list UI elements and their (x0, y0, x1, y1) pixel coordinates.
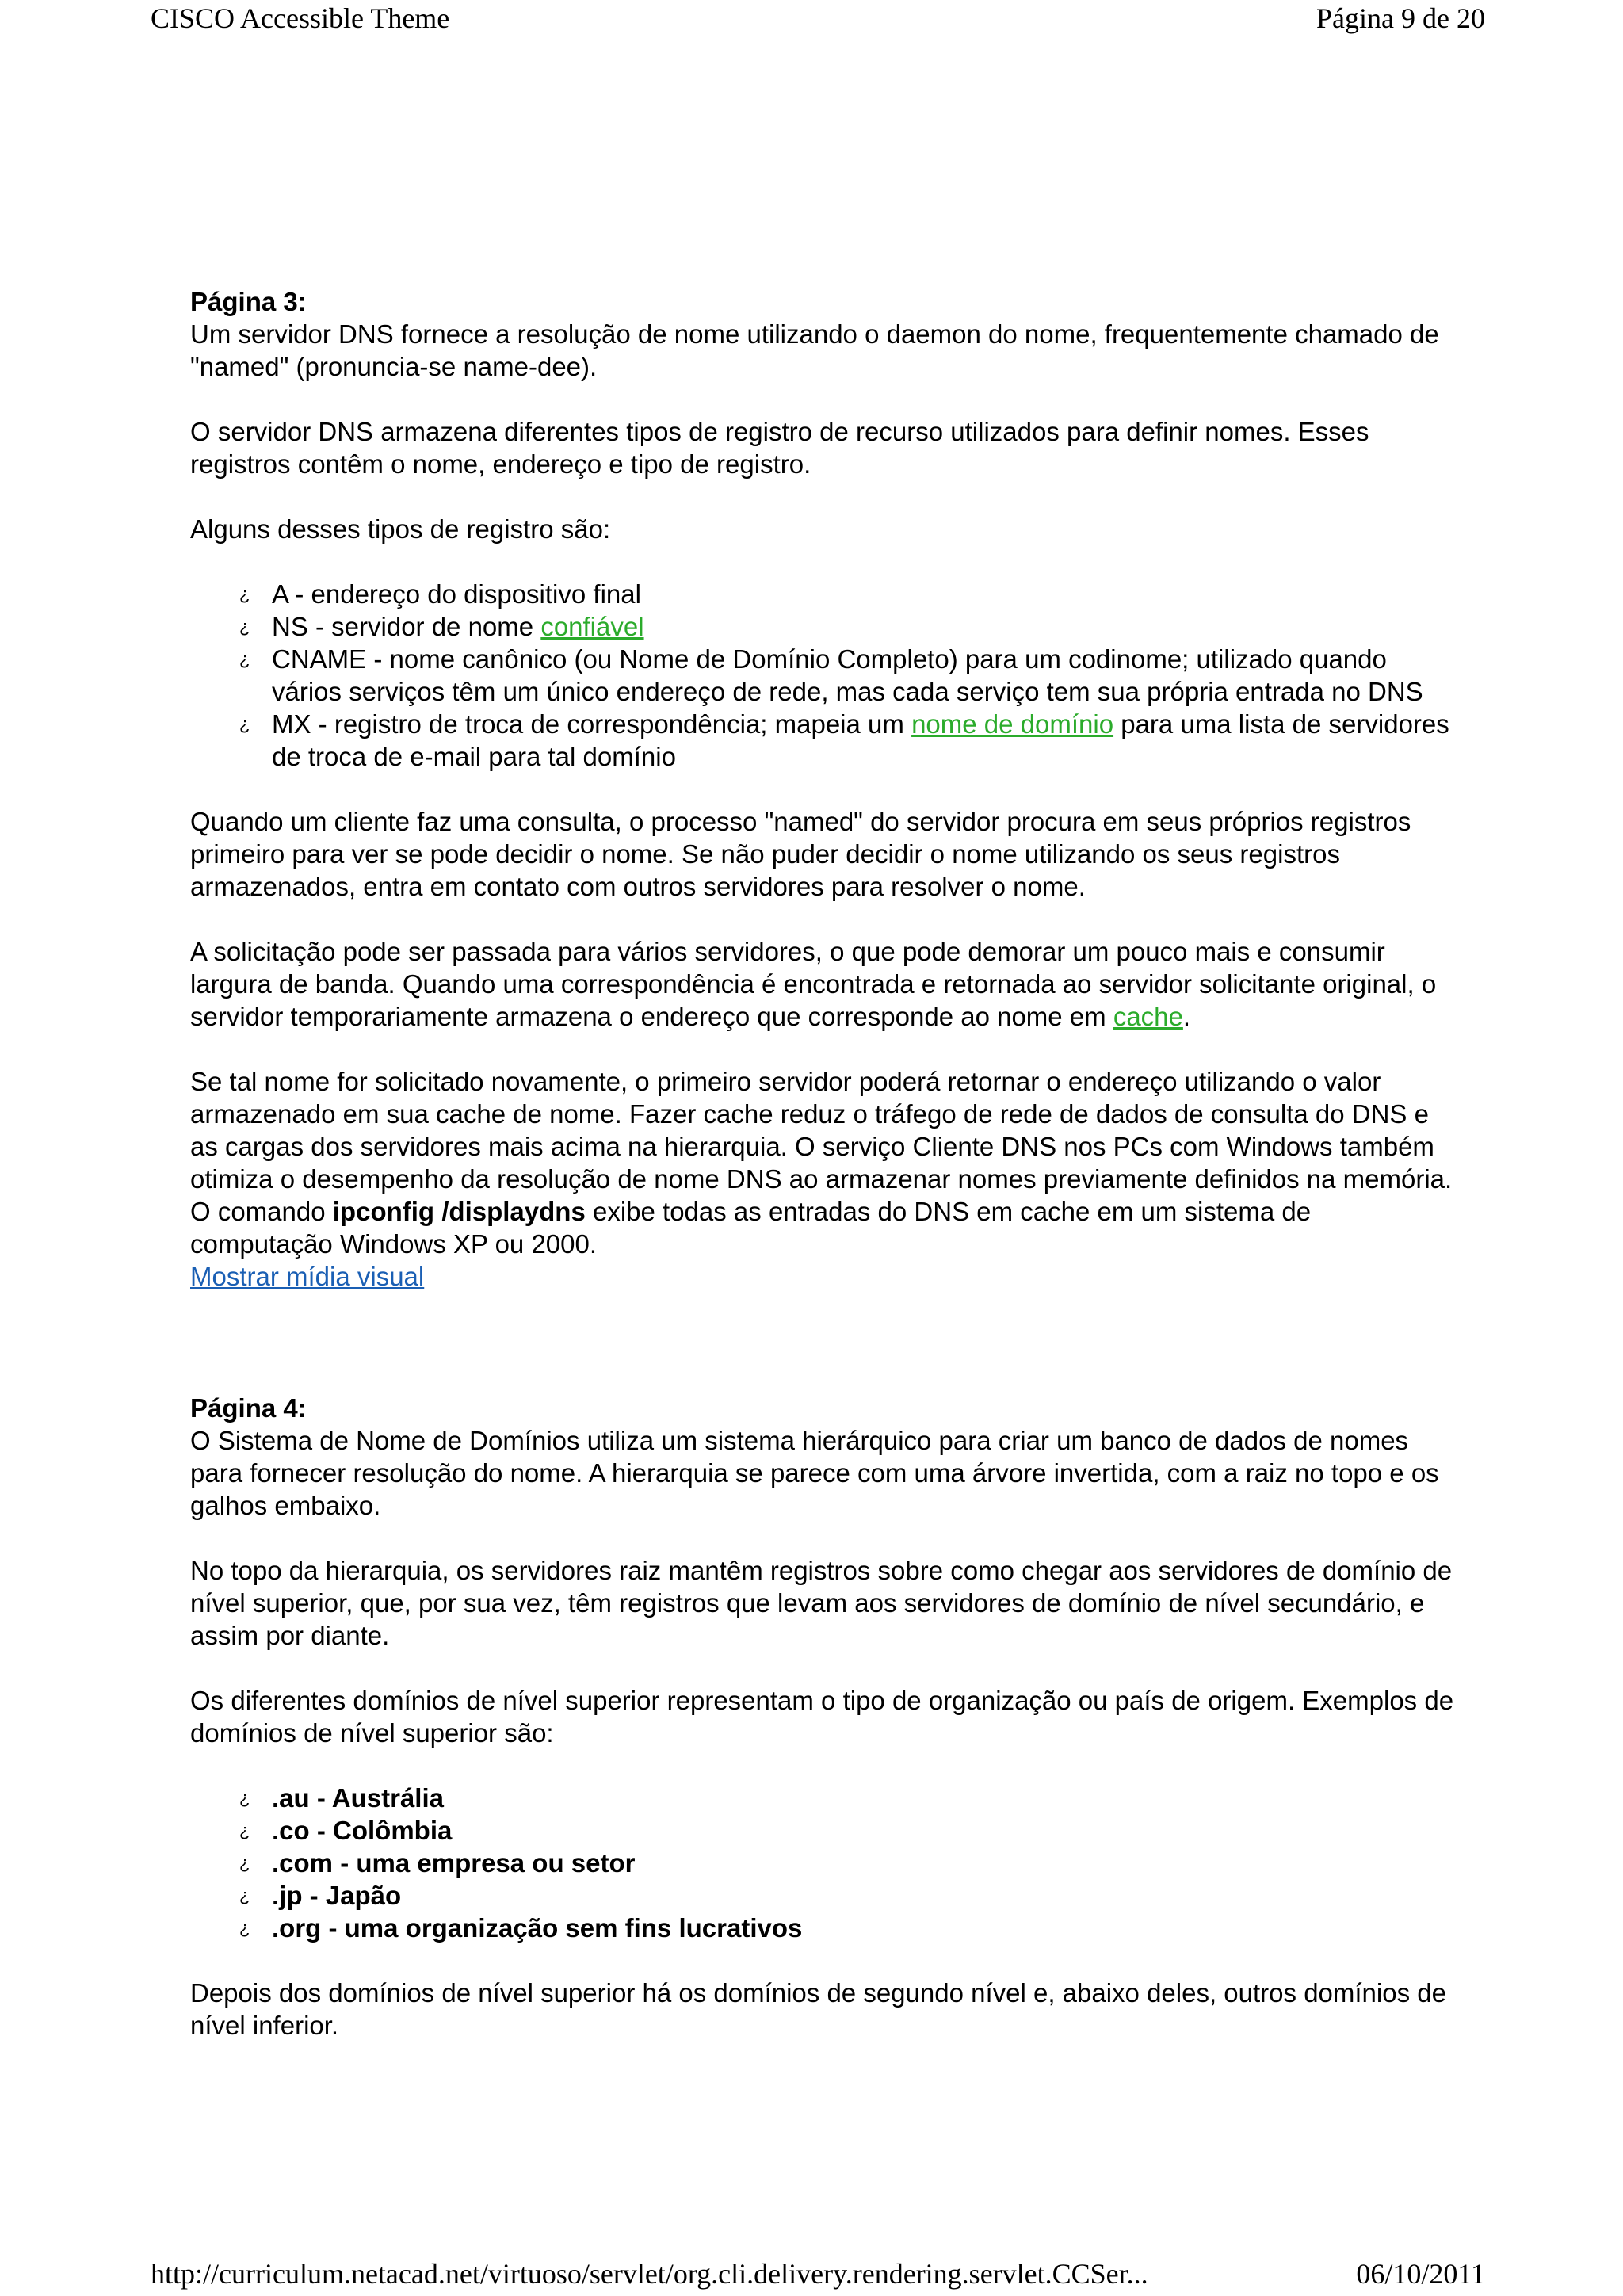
list-item-text: .com - uma empresa ou setor (272, 1848, 636, 1878)
list-item-text: A - endereço do dispositivo final (272, 579, 641, 609)
bullet-glyph: ¿ (239, 649, 250, 669)
list-item (190, 1782, 1458, 1814)
bullet-glyph: ¿ (239, 617, 250, 636)
bullet-glyph: ¿ (239, 714, 250, 734)
paragraph-text: . (1182, 1002, 1191, 1031)
show-visual-media-link[interactable]: Mostrar mídia visual (190, 1262, 425, 1291)
section-heading-page-3: Página 3: (190, 287, 307, 316)
list-item (190, 578, 1458, 610)
list-item-text: .co - Colômbia (272, 1816, 453, 1845)
list-item (190, 1912, 1458, 1944)
list-item-text: .org - uma organização sem fins lucrativos (272, 1913, 803, 1943)
bullet-glyph: ¿ (239, 1918, 250, 1938)
paragraph: Depois dos domínios de nível superior há os domínios de segundo nível e, abaixo deles, outros domínios de nível inferior. (190, 1978, 1446, 2040)
list-item-text: .jp - Japão (272, 1881, 402, 1910)
print-header (151, 2, 1485, 35)
top-level-domains-list (190, 1782, 1458, 1944)
list-item-text: MX - registro de troca de correspondência; mapeia um (272, 709, 912, 739)
print-header-title: CISCO Accessible Theme (151, 2, 450, 34)
list-item (190, 1847, 1458, 1879)
section-page-3 (190, 285, 1458, 1293)
paragraph: O servidor DNS armazena diferentes tipos de registro de recurso utilizados para definir nomes. Esses registros contêm o nome, endereço e tipo de registro. (190, 417, 1369, 479)
list-item-text: NS - servidor de nome (272, 612, 541, 641)
bullet-glyph: ¿ (239, 584, 250, 604)
list-item (190, 1879, 1458, 1912)
list-item-text: CNAME - nome canônico (ou Nome de Domínio Completo) para um codinome; utilizado quando vários serviços têm um único endereço de rede, mas cada serviço tem sua própria entrada no DNS (272, 644, 1423, 706)
glossary-link-cache[interactable]: cache (1113, 1002, 1183, 1031)
paragraph (190, 935, 1458, 1033)
print-footer-url: http://curriculum.netacad.net/virtuoso/servlet/org.cli.delivery.rendering.servlet.CCSer... (151, 2258, 1148, 2290)
glossary-link-confiavel[interactable]: confiável (540, 612, 644, 641)
paragraph: O Sistema de Nome de Domínios utiliza um sistema hierárquico para criar um banco de dados de nomes para fornecer resolução do nome. A hierarquia se parece com uma árvore invertida, com a raiz no topo e os galhos embaixo. (190, 1426, 1439, 1520)
bullet-glyph: ¿ (239, 1820, 250, 1840)
bullet-glyph: ¿ (239, 1885, 250, 1905)
glossary-link-nome-de-dominio[interactable]: nome de domínio (911, 709, 1114, 739)
command-text: ipconfig /displaydns (332, 1197, 586, 1226)
list-item (190, 708, 1458, 773)
list-item (190, 610, 1458, 643)
print-footer (151, 2257, 1485, 2290)
section-page-4 (190, 1392, 1458, 2042)
list-item-text: .au - Austrália (272, 1783, 444, 1813)
bullet-glyph: ¿ (239, 1788, 250, 1808)
paragraph-text: exibe todas as entradas do DNS em cache em um sistema de computação Windows XP ou 2000. (190, 1197, 1312, 1259)
section-spacer (190, 1293, 1458, 1392)
record-types-list (190, 578, 1458, 773)
paragraph: Os diferentes domínios de nível superior representam o tipo de organização ou país de origem. Exemplos de domínios de nível superior são: (190, 1686, 1454, 1748)
list-item (190, 643, 1458, 708)
list-item (190, 1814, 1458, 1847)
list-item-text: para uma lista de servidores de troca de e-mail para tal domínio (272, 709, 1449, 771)
paragraph-text: Se tal nome for solicitado novamente, o primeiro servidor poderá retornar o endereço utilizando o valor armazenado em sua cache de nome. Fazer cache reduz o tráfego de rede de dados de consulta do DNS e as cargas dos servidores mais acima na hierarquia. O serviço Cliente DNS nos PCs com Windows também otimiza o desempenho da resolução de nome DNS ao armazenar nomes previamente definidos na memória. O comando (190, 1067, 1453, 1226)
print-footer-date: 06/10/2011 (1356, 2258, 1485, 2290)
paragraph-text: A solicitação pode ser passada para vários servidores, o que pode demorar um pouco mais e consumir largura de banda. Quando uma correspondência é encontrada e retornada ao servidor solicitante original, o servidor temporariamente armazena o endereço que corresponde ao nome em (190, 937, 1437, 1031)
paragraph: Alguns desses tipos de registro são: (190, 514, 611, 544)
paragraph: Quando um cliente faz uma consulta, o processo "named" do servidor procura em seus próprios registros primeiro para ver se pode decidir o nome. Se não puder decidir o nome utilizando os seus registros armazenados, entra em contato com outros servidores para resolver o nome. (190, 807, 1411, 901)
bullet-glyph: ¿ (239, 1853, 250, 1873)
print-header-page-number: Página 9 de 20 (1316, 2, 1485, 34)
document-body (190, 285, 1458, 2074)
paragraph (190, 1065, 1458, 1293)
paragraph: Um servidor DNS fornece a resolução de nome utilizando o daemon do nome, frequentemente chamado de "named" (pronuncia-se name-dee). (190, 319, 1439, 381)
section-heading-page-4: Página 4: (190, 1393, 307, 1423)
paragraph: No topo da hierarquia, os servidores raiz mantêm registros sobre como chegar aos servidores de domínio de nível superior, que, por sua vez, têm registros que levam aos servidores de domínio de nível secundário, e assim por diante. (190, 1556, 1453, 1650)
